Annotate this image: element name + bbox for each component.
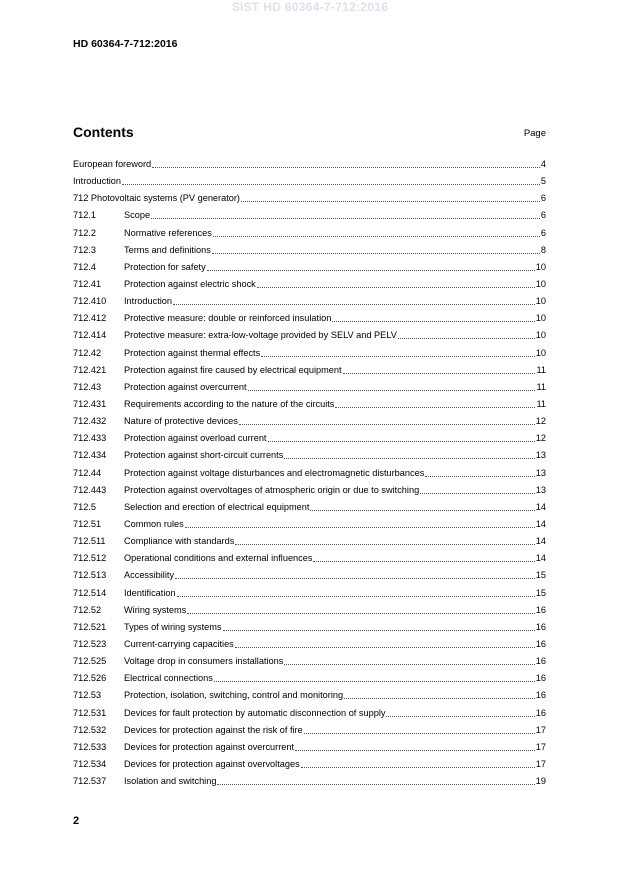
toc-entry-number: 712.51 (73, 518, 102, 529)
toc-entry-title: Common rules (124, 518, 184, 529)
toc-entry[interactable] (73, 225, 546, 242)
toc-entry-number: 712.4 (73, 261, 96, 272)
toc-entry-page: 16 (535, 690, 546, 701)
toc-entry-page: 16 (535, 673, 546, 684)
toc-entry-title: Wiring systems (124, 604, 187, 615)
toc-entry-number: 712.1 (73, 210, 96, 221)
toc-entry[interactable] (73, 293, 546, 310)
toc-entry-page: 8 (540, 244, 546, 255)
toc-entry-number: 712.534 (73, 758, 107, 769)
toc-entry-page: 10 (535, 347, 546, 358)
toc-entry-number: 712.3 (73, 244, 96, 255)
toc-entry-page: 6 (540, 227, 546, 238)
toc-entry-number: 712.414 (73, 330, 107, 341)
toc-dot-leader (261, 345, 535, 357)
toc-entry-page: 16 (535, 638, 546, 649)
page-column-label: Page (523, 128, 546, 139)
toc-entry-page: 10 (535, 330, 546, 341)
toc-dot-leader (217, 773, 534, 785)
toc-entry[interactable] (73, 379, 546, 396)
toc-entry-title: Protection against overvoltages of atmospheric origin or due to switching (124, 484, 420, 495)
toc-dot-leader (257, 276, 535, 288)
toc-dot-leader (304, 722, 535, 734)
toc-entry-number: 712.514 (73, 587, 107, 598)
toc-entry-title: Protection against fire caused by electrical equipment (124, 364, 342, 375)
toc-entry-title: Protection against overload current (124, 433, 267, 444)
toc-dot-leader (239, 413, 535, 425)
toc-dot-leader (425, 465, 534, 477)
toc-entry[interactable] (73, 345, 546, 362)
toc-entry-page: 13 (535, 450, 546, 461)
toc-dot-leader (332, 310, 534, 322)
toc-entry-page: 10 (535, 296, 546, 307)
toc-dot-leader (344, 687, 535, 699)
toc-entry-page: 12 (535, 433, 546, 444)
toc-dot-leader (152, 156, 540, 168)
toc-entry-page: 4 (540, 159, 546, 169)
toc-entry-number: 712.523 (73, 638, 107, 649)
toc-dot-leader (151, 207, 540, 219)
toc-entry[interactable] (73, 687, 546, 704)
toc-entry[interactable] (73, 173, 546, 190)
toc-entry-page: 17 (535, 758, 546, 769)
toc-entry-title: Protective measure: extra-low-voltage provided by SELV and PELV (124, 330, 397, 341)
toc-dot-leader (248, 379, 536, 391)
toc-entry-title: Identification (124, 587, 176, 598)
toc-entry-title: Protective measure: double or reinforced insulation (124, 313, 332, 324)
toc-dot-leader (268, 430, 535, 442)
toc-entry-number: 712.537 (73, 776, 107, 787)
toc-dot-leader (235, 636, 535, 648)
toc-entry-page: 5 (540, 176, 546, 187)
document-id: HD 60364-7-712:2016 (73, 38, 178, 50)
toc-dot-leader (301, 756, 535, 768)
toc-entry-page: 6 (540, 193, 546, 204)
toc-entry[interactable] (73, 362, 546, 379)
toc-dot-leader (310, 499, 534, 511)
toc-entry-page: 13 (535, 467, 546, 478)
toc-entry[interactable] (73, 636, 546, 653)
toc-entry-page: 17 (535, 741, 546, 752)
toc-entry-number: 712.44 (73, 467, 102, 478)
toc-entry-page: 16 (535, 621, 546, 632)
toc-entry[interactable] (73, 190, 546, 207)
toc-entry-number: 712.5 (73, 501, 96, 512)
toc-entry-page: 14 (535, 501, 546, 512)
toc-entry-page: 14 (535, 536, 546, 547)
contents-title: Contents (73, 124, 134, 140)
toc-entry[interactable] (73, 550, 546, 567)
toc-entry-number: 712.42 (73, 347, 102, 358)
toc-entry-title: Selection and erection of electrical equipment (124, 501, 310, 512)
toc-entry-page: 14 (535, 518, 546, 529)
toc-entry[interactable] (73, 602, 546, 619)
toc-entry-title: 712 Photovoltaic systems (PV generator) (73, 193, 240, 204)
toc-entry-number: 712.431 (73, 398, 107, 409)
toc-entry[interactable] (73, 465, 546, 482)
toc-entry-title: Types of wiring systems (124, 621, 222, 632)
toc-entry-page: 14 (535, 553, 546, 564)
toc-entry-page: 13 (535, 484, 546, 495)
toc-entry-title: Terms and definitions (124, 244, 211, 255)
toc-entry-title: Compliance with standards (124, 536, 235, 547)
toc-entry-title: Introduction (124, 296, 173, 307)
toc-entry-page: 12 (535, 416, 546, 427)
toc-entry-title: Isolation and switching (124, 776, 217, 787)
toc-entry-number: 712.511 (73, 536, 106, 547)
toc-entry-title: Protection against overcurrent (124, 381, 247, 392)
toc-dot-leader (122, 173, 540, 185)
toc-entry-page: 11 (536, 381, 546, 392)
toc-entry-number: 712.421 (73, 364, 107, 375)
toc-entry-page: 10 (535, 278, 546, 289)
toc-entry-number: 712.434 (73, 450, 107, 461)
toc-dot-leader (313, 550, 534, 562)
watermark: SIST HD 60364-7-712:2016 (231, 0, 389, 14)
toc-entry[interactable] (73, 516, 546, 533)
toc-entry[interactable] (73, 773, 546, 790)
toc-entry-title: Protection against voltage disturbances and electromagnetic disturbances (124, 467, 425, 478)
toc-entry[interactable] (73, 653, 546, 670)
toc-entry-title: Normative references (124, 227, 212, 238)
toc-entry-title: Introduction (73, 176, 122, 187)
toc-dot-leader (284, 447, 534, 459)
toc-entry[interactable] (73, 413, 546, 430)
toc-entry-title: Protection against short-circuit currents (124, 450, 284, 461)
toc-entry[interactable] (73, 259, 546, 276)
toc-entry[interactable] (73, 396, 546, 413)
toc-entry-page: 15 (535, 587, 546, 598)
toc-dot-leader (284, 653, 534, 665)
toc-dot-leader (335, 396, 535, 408)
toc-entry[interactable] (73, 156, 546, 173)
toc-entry-title: Protection for safety (124, 261, 206, 272)
toc-entry[interactable] (73, 242, 546, 259)
toc-entry-title: Operational conditions and external influences (124, 553, 313, 564)
toc-entry-number: 712.526 (73, 673, 107, 684)
toc-entry[interactable] (73, 722, 546, 739)
toc-dot-leader (386, 705, 534, 717)
toc-entry[interactable] (73, 482, 546, 499)
toc-entry-page: 16 (535, 656, 546, 667)
toc-entry[interactable] (73, 705, 546, 722)
toc-entry-title: Protection, isolation, switching, control and monitoring (124, 690, 344, 701)
toc-entry-page: 6 (540, 210, 546, 221)
toc-dot-leader (343, 362, 536, 374)
toc-entry[interactable] (73, 585, 546, 602)
toc-entry-number: 712.443 (73, 484, 107, 495)
toc-entry[interactable] (73, 670, 546, 687)
toc-entry[interactable] (73, 756, 546, 773)
toc-entry-page: 16 (535, 604, 546, 615)
toc-dot-leader (185, 516, 535, 528)
toc-entry-number: 712.53 (73, 690, 102, 701)
toc-entry-title: Devices for fault protection by automatic disconnection of supply (124, 707, 386, 718)
toc-entry-number: 712.410 (73, 296, 107, 307)
toc-entry[interactable] (73, 207, 546, 224)
page-number: 2 (73, 815, 80, 827)
toc-entry[interactable] (73, 619, 546, 636)
toc-entry-title: Accessibility (124, 570, 175, 581)
toc-dot-leader (235, 533, 534, 545)
toc-entry-number: 712.513 (73, 570, 107, 581)
toc-dot-leader (175, 567, 535, 579)
toc-dot-leader (173, 293, 535, 305)
toc-entry-number: 712.432 (73, 416, 107, 427)
toc-entry-page: 19 (535, 776, 546, 787)
toc-entry-title: Scope (124, 210, 151, 221)
toc-entry[interactable] (73, 739, 546, 756)
toc-dot-leader (223, 619, 535, 631)
toc-dot-leader (241, 190, 540, 202)
toc-entry-number: 712.512 (73, 553, 107, 564)
toc-entry[interactable] (73, 567, 546, 584)
toc-dot-leader (207, 259, 535, 271)
toc-entry-title: Devices for protection against overvoltages (124, 758, 300, 769)
toc-entry[interactable] (73, 533, 546, 550)
toc-entry-title: Devices for protection against the risk of fire (124, 724, 303, 735)
toc-entry-number: 712.531 (73, 707, 107, 718)
toc-entry-title: Protection against thermal effects (124, 347, 261, 358)
toc-entry-number: 712.52 (73, 604, 102, 615)
toc-entry-number: 712.533 (73, 741, 107, 752)
toc-entry-page: 10 (535, 261, 546, 272)
toc-entry-title: Protection against electric shock (124, 278, 256, 289)
toc-entry[interactable] (73, 499, 546, 516)
toc-entry-page: 11 (536, 398, 546, 409)
toc-entry-page: 16 (535, 707, 546, 718)
toc-entry-title: Nature of protective devices (124, 416, 238, 427)
toc-entry-title: Electrical connections (124, 673, 213, 684)
toc-entry-page: 15 (535, 570, 546, 581)
toc-entry[interactable] (73, 327, 546, 344)
toc-dot-leader (214, 670, 535, 682)
toc-entry[interactable] (73, 447, 546, 464)
toc-entry-number: 712.2 (73, 227, 96, 238)
toc-entry-number: 712.412 (73, 313, 107, 324)
toc-entry-number: 712.433 (73, 433, 107, 444)
toc-dot-leader (420, 482, 535, 494)
toc-dot-leader (177, 585, 535, 597)
toc-entry-page: 17 (535, 724, 546, 735)
toc-entry[interactable] (73, 310, 546, 327)
toc-entry-number: 712.521 (73, 621, 107, 632)
toc-entry-title: Current-carrying capacities (124, 638, 234, 649)
table-of-contents (73, 156, 546, 790)
toc-entry-number: 712.43 (73, 381, 102, 392)
toc-entry-title: Voltage drop in consumers installations (124, 656, 284, 667)
toc-entry-page: 11 (536, 364, 546, 375)
toc-entry-page: 10 (535, 313, 546, 324)
toc-entry-title: European foreword (73, 159, 152, 169)
toc-dot-leader (398, 327, 535, 339)
toc-dot-leader (187, 602, 534, 614)
toc-entry-number: 712.41 (73, 278, 102, 289)
toc-entry-title: Requirements according to the nature of the circuits (124, 398, 335, 409)
toc-dot-leader (295, 739, 535, 751)
toc-dot-leader (213, 225, 540, 237)
toc-entry[interactable] (73, 276, 546, 293)
toc-entry-title: Devices for protection against overcurrent (124, 741, 295, 752)
toc-entry-number: 712.525 (73, 656, 107, 667)
toc-dot-leader (212, 242, 540, 254)
toc-entry-number: 712.532 (73, 724, 107, 735)
toc-entry[interactable] (73, 430, 546, 447)
